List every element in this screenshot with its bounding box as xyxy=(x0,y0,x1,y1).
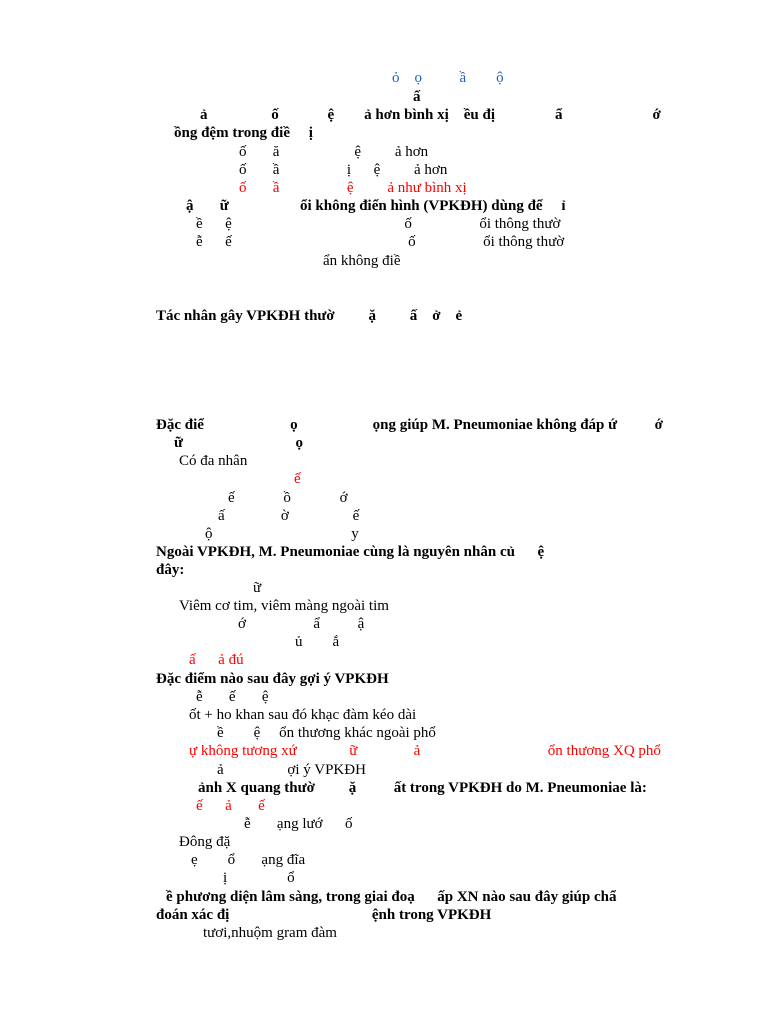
question-5-option-d: ủ ắ xyxy=(295,634,340,650)
question-5-option-a: ữ xyxy=(253,580,262,596)
question-8-option-a: tươi,nhuộm gram đàm xyxy=(203,925,337,941)
question-1-option-b: ố ầ ị ệ ả hơn xyxy=(239,162,448,178)
question-2-option-a: ề ệ ố ổi thông thườ xyxy=(196,216,561,232)
question-4-option-e: ộ y xyxy=(205,526,359,542)
question-6-option-c: ề ệ ổn thương khác ngoài phổ xyxy=(217,725,436,741)
question-7-stem: ảnh X quang thườ ặ ất trong VPKĐH do M. Pneumoniae là: xyxy=(198,780,647,796)
question-3-stem: Tác nhân gây VPKĐH thườ ặ ấ ở ẻ xyxy=(156,308,463,324)
question-7-option-b: ễ ạng lướ ố xyxy=(244,816,353,832)
question-1-option-a: ố ă ệ ả hơn xyxy=(239,144,429,160)
question-2-option-c: ẩn không điề xyxy=(323,253,401,269)
question-7-option-d: ẹ ổ ạng đĩa xyxy=(191,852,306,868)
question-6-option-e: ả ợi ý VPKĐH xyxy=(217,762,366,778)
question-4-option-d: ấ ờ ế xyxy=(218,508,360,524)
question-6-option-a: ễ ế ệ xyxy=(196,689,269,705)
question-7-option-e: ị ổ xyxy=(223,870,295,886)
question-2-option-b: ễ ế ố ổi thông thườ xyxy=(196,234,565,250)
question-7-option-a-answer: ế ả ế xyxy=(196,798,265,814)
question-6-stem: Đặc điểm nào sau đây gợi ý VPKĐH xyxy=(156,671,389,687)
question-5-stem-line-1: Ngoài VPKĐH, M. Pneumoniae cùng là nguyên nhân củ ệ xyxy=(156,544,545,560)
question-8-stem-line-2: đoán xác đị ệnh trong VPKĐH xyxy=(156,907,492,923)
question-1-option-c-answer: ố ầ ệ ả như bình xị xyxy=(239,180,467,196)
question-4-option-c: ế ồ ớ xyxy=(228,490,348,506)
question-7-option-c: Đông đặ xyxy=(179,834,231,850)
question-4-stem-line-2: ữ ọ xyxy=(174,435,304,451)
document-subtitle: ấ xyxy=(413,89,421,105)
question-5-option-b: Viêm cơ tim, viêm màng ngoài tim xyxy=(179,598,389,614)
question-5-stem-line-2: đây: xyxy=(156,562,185,578)
question-6-option-b: ốt + ho khan sau đó khạc đàm kéo dài xyxy=(189,707,417,723)
question-8-stem-line-1: ề phương diện lâm sàng, trong giai đoạ ấp XN nào sau đây giúp chẩ xyxy=(166,889,617,905)
question-1-stem-line-1: ả ố ệ ả hơn bình xị ều đị ẩ ớ xyxy=(200,107,661,123)
question-4-stem-line-1: Đặc điể ọ ọng giúp M. Pneumoniae không đáp ứ ớ xyxy=(156,417,663,433)
question-4-option-b-answer: ế xyxy=(294,471,301,487)
question-5-option-e-answer: ấ ả đú xyxy=(189,652,244,668)
question-6-option-d-answer: ự không tương xứ ữ ả ổn thương XQ phổ xyxy=(189,743,661,759)
document-title: ỏ ọ ầ ộ xyxy=(392,70,504,86)
question-5-option-c: ớ ẩ ậ xyxy=(238,616,365,632)
question-4-option-a: Có đa nhân xyxy=(179,453,248,469)
question-2-stem: ậ ữ ổi không điển hình (VPKĐH) dùng để ỉ xyxy=(186,198,566,214)
question-1-stem-line-2: ồng đệm trong điề ị xyxy=(174,125,313,141)
